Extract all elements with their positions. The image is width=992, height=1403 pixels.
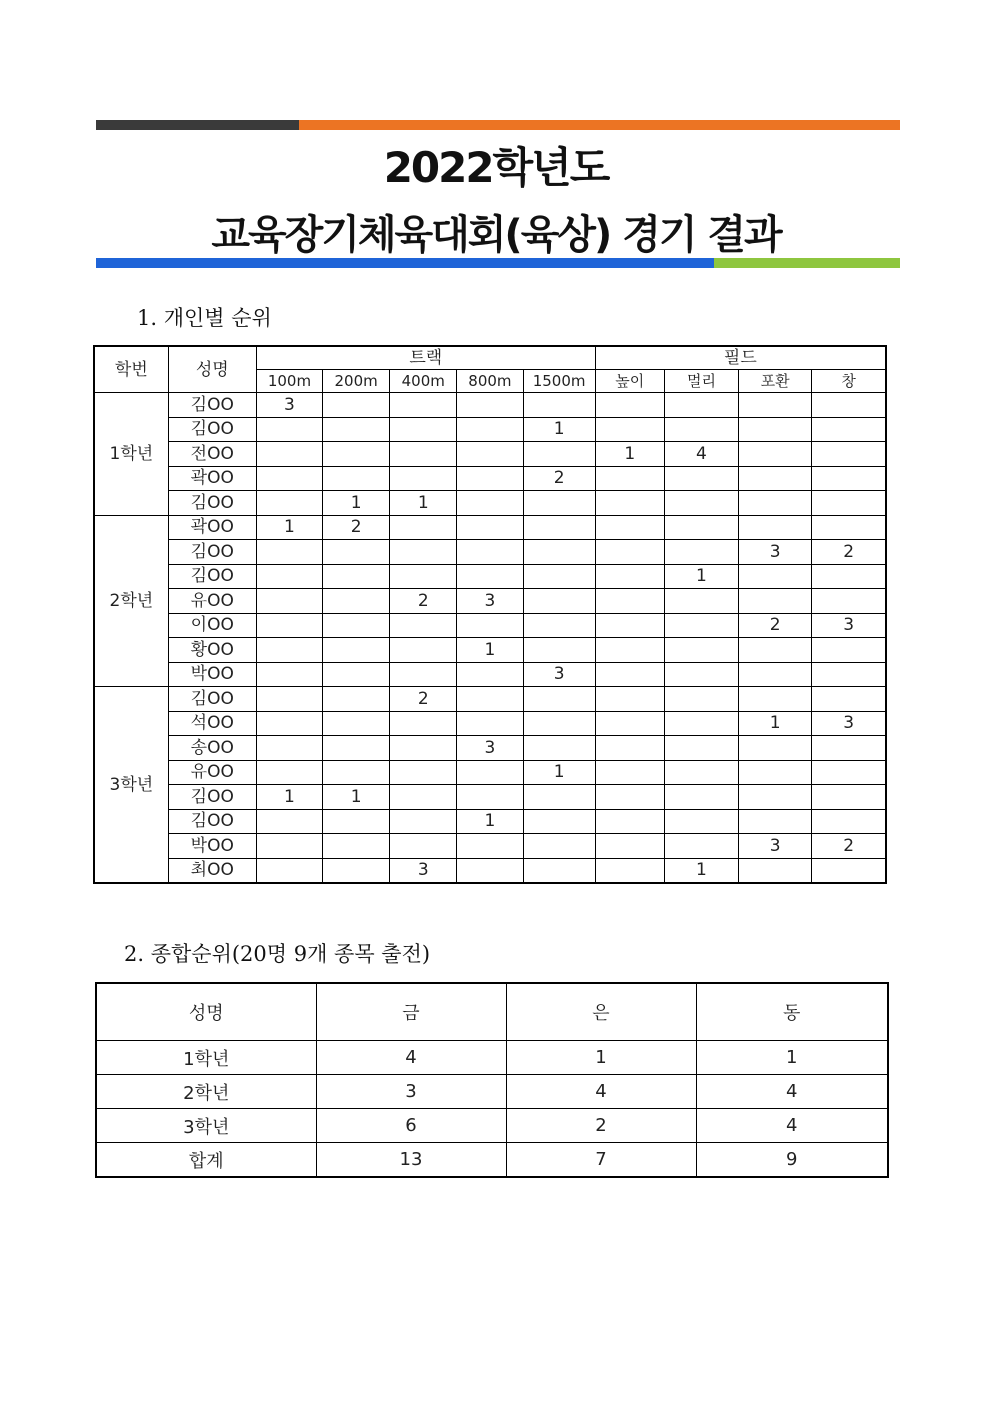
header-student-no: 학번 xyxy=(94,346,168,393)
rank-cell xyxy=(812,393,886,418)
rank-cell xyxy=(457,687,523,712)
rank-cell xyxy=(323,638,390,663)
rank-cell: 1 xyxy=(457,638,523,663)
rank-cell xyxy=(664,540,738,565)
rank-cell xyxy=(390,540,457,565)
rank-cell xyxy=(256,638,322,663)
rank-cell xyxy=(457,515,523,540)
rank-cell xyxy=(323,564,390,589)
table-row xyxy=(94,834,886,859)
rank-cell xyxy=(256,736,322,761)
table-row xyxy=(94,442,886,467)
header-event: 200m xyxy=(323,370,390,393)
rank-cell xyxy=(390,442,457,467)
section1-heading: 1. 개인별 순위 xyxy=(137,306,272,330)
rank-cell xyxy=(739,417,812,442)
rank-cell xyxy=(739,515,812,540)
header-event: 멀리 xyxy=(664,370,738,393)
rank-cell xyxy=(323,589,390,614)
rank-cell xyxy=(812,466,886,491)
medal-count: 7 xyxy=(506,1143,696,1178)
rank-cell xyxy=(812,760,886,785)
medal-count: 2 xyxy=(506,1109,696,1143)
rank-cell xyxy=(595,858,664,883)
table-row xyxy=(94,540,886,565)
student-name: 전OO xyxy=(168,442,256,467)
rank-cell xyxy=(595,564,664,589)
rank-cell xyxy=(256,834,322,859)
rank-cell: 3 xyxy=(256,393,322,418)
rank-cell xyxy=(595,515,664,540)
rank-cell xyxy=(595,589,664,614)
table-row xyxy=(96,1041,888,1075)
rank-cell xyxy=(664,491,738,516)
rank-cell: 3 xyxy=(812,711,886,736)
rank-cell: 1 xyxy=(390,491,457,516)
rank-cell xyxy=(595,417,664,442)
student-name: 석OO xyxy=(168,711,256,736)
rank-cell xyxy=(390,613,457,638)
header-name: 성명 xyxy=(168,346,256,393)
student-name: 김OO xyxy=(168,393,256,418)
rank-cell: 1 xyxy=(664,858,738,883)
row-label: 3학년 xyxy=(96,1109,316,1143)
table-row xyxy=(94,393,886,418)
rank-cell xyxy=(664,662,738,687)
rank-cell xyxy=(523,613,595,638)
medal-count: 4 xyxy=(696,1075,888,1109)
rank-cell: 1 xyxy=(595,442,664,467)
rank-cell: 1 xyxy=(664,564,738,589)
student-name: 유OO xyxy=(168,760,256,785)
rank-cell xyxy=(739,662,812,687)
rank-cell xyxy=(523,564,595,589)
header-bar-dark xyxy=(96,120,299,130)
rank-cell xyxy=(595,736,664,761)
rank-cell xyxy=(323,662,390,687)
medal-count: 6 xyxy=(316,1109,506,1143)
rank-cell xyxy=(664,613,738,638)
rank-cell xyxy=(323,417,390,442)
rank-cell xyxy=(739,760,812,785)
medal-count: 4 xyxy=(316,1041,506,1075)
rank-cell xyxy=(256,760,322,785)
rank-cell xyxy=(739,638,812,663)
rank-cell xyxy=(323,540,390,565)
rank-cell xyxy=(457,858,523,883)
rank-cell xyxy=(812,687,886,712)
rank-cell xyxy=(595,613,664,638)
rank-cell xyxy=(739,736,812,761)
rank-cell: 3 xyxy=(390,858,457,883)
rank-cell xyxy=(256,858,322,883)
header-bar-orange xyxy=(299,120,900,130)
student-name: 김OO xyxy=(168,540,256,565)
overall-ranking-table xyxy=(95,982,889,1178)
rank-cell: 1 xyxy=(457,809,523,834)
rank-cell xyxy=(256,809,322,834)
rank-cell xyxy=(323,736,390,761)
rank-cell xyxy=(457,393,523,418)
rank-cell xyxy=(739,809,812,834)
student-name: 김OO xyxy=(168,785,256,810)
rank-cell xyxy=(595,760,664,785)
rank-cell xyxy=(595,540,664,565)
student-name: 김OO xyxy=(168,491,256,516)
rank-cell xyxy=(323,442,390,467)
student-name: 김OO xyxy=(168,564,256,589)
rank-cell xyxy=(739,466,812,491)
rank-cell xyxy=(323,834,390,859)
rank-cell: 2 xyxy=(739,613,812,638)
header-bar-blue xyxy=(96,258,714,268)
rank-cell xyxy=(595,662,664,687)
header-event: 800m xyxy=(457,370,523,393)
table-row xyxy=(94,858,886,883)
rank-cell xyxy=(523,858,595,883)
table-row xyxy=(94,564,886,589)
individual-ranking-table xyxy=(93,345,887,884)
rank-cell xyxy=(457,613,523,638)
rank-cell xyxy=(812,491,886,516)
rank-cell: 1 xyxy=(256,785,322,810)
student-name: 이OO xyxy=(168,613,256,638)
rank-cell xyxy=(523,834,595,859)
rank-cell: 4 xyxy=(664,442,738,467)
table-row xyxy=(94,760,886,785)
rank-cell xyxy=(812,442,886,467)
student-name: 김OO xyxy=(168,417,256,442)
table-row xyxy=(96,1075,888,1109)
rank-cell xyxy=(390,564,457,589)
table-row xyxy=(94,515,886,540)
rank-cell xyxy=(664,834,738,859)
rank-cell xyxy=(323,466,390,491)
student-name: 박OO xyxy=(168,834,256,859)
header-event: 포환 xyxy=(739,370,812,393)
rank-cell xyxy=(256,589,322,614)
rank-cell: 1 xyxy=(256,515,322,540)
student-name: 김OO xyxy=(168,687,256,712)
rank-cell xyxy=(664,760,738,785)
rank-cell xyxy=(323,711,390,736)
rank-cell xyxy=(256,442,322,467)
table-row xyxy=(94,785,886,810)
rank-cell: 3 xyxy=(739,540,812,565)
table-row xyxy=(94,687,886,712)
header-bronze: 동 xyxy=(696,983,888,1041)
table-row xyxy=(94,466,886,491)
rank-cell xyxy=(457,785,523,810)
rank-cell xyxy=(323,393,390,418)
table-row xyxy=(94,809,886,834)
rank-cell xyxy=(812,589,886,614)
header-event: 100m xyxy=(256,370,322,393)
rank-cell xyxy=(457,540,523,565)
rank-cell xyxy=(739,442,812,467)
table-row xyxy=(94,638,886,663)
student-name: 김OO xyxy=(168,809,256,834)
rank-cell xyxy=(595,393,664,418)
rank-cell xyxy=(390,638,457,663)
section2-heading: 2. 종합순위(20명 9개 종목 출전) xyxy=(124,942,431,966)
rank-cell xyxy=(812,638,886,663)
medal-count: 3 xyxy=(316,1075,506,1109)
rank-cell xyxy=(595,638,664,663)
header-event: 400m xyxy=(390,370,457,393)
rank-cell xyxy=(812,662,886,687)
table-row xyxy=(94,589,886,614)
rank-cell: 3 xyxy=(739,834,812,859)
rank-cell xyxy=(390,393,457,418)
rank-cell xyxy=(664,809,738,834)
header-event: 높이 xyxy=(595,370,664,393)
rank-cell xyxy=(739,393,812,418)
rank-cell xyxy=(256,417,322,442)
rank-cell xyxy=(457,711,523,736)
rank-cell xyxy=(523,687,595,712)
rank-cell xyxy=(457,760,523,785)
rank-cell xyxy=(664,417,738,442)
rank-cell xyxy=(595,491,664,516)
rank-cell xyxy=(664,736,738,761)
rank-cell xyxy=(457,662,523,687)
rank-cell xyxy=(595,834,664,859)
rank-cell xyxy=(664,466,738,491)
student-name: 최OO xyxy=(168,858,256,883)
rank-cell xyxy=(256,491,322,516)
table-row xyxy=(96,1109,888,1143)
rank-cell xyxy=(323,687,390,712)
header-event: 창 xyxy=(812,370,886,393)
rank-cell xyxy=(739,589,812,614)
rank-cell: 2 xyxy=(523,466,595,491)
medal-count: 4 xyxy=(506,1075,696,1109)
rank-cell xyxy=(323,613,390,638)
header-field: 필드 xyxy=(595,346,886,370)
rank-cell xyxy=(523,638,595,663)
rank-cell xyxy=(390,809,457,834)
rank-cell xyxy=(323,809,390,834)
table-row xyxy=(96,1143,888,1178)
header-gold: 금 xyxy=(316,983,506,1041)
rank-cell xyxy=(457,564,523,589)
rank-cell xyxy=(457,417,523,442)
rank-cell xyxy=(256,662,322,687)
rank-cell xyxy=(664,515,738,540)
rank-cell: 2 xyxy=(812,540,886,565)
rank-cell xyxy=(664,687,738,712)
rank-cell xyxy=(739,491,812,516)
student-name: 곽OO xyxy=(168,466,256,491)
title-line-1: 2022학년도 xyxy=(383,143,609,192)
rank-cell xyxy=(812,515,886,540)
rank-cell xyxy=(323,858,390,883)
table-row xyxy=(94,711,886,736)
row-label: 1학년 xyxy=(96,1041,316,1075)
rank-cell xyxy=(390,834,457,859)
rank-cell xyxy=(390,466,457,491)
rank-cell: 1 xyxy=(523,417,595,442)
rank-cell xyxy=(256,540,322,565)
rank-cell xyxy=(664,589,738,614)
grade-cell: 2학년 xyxy=(94,515,168,687)
rank-cell xyxy=(457,466,523,491)
rank-cell xyxy=(523,515,595,540)
rank-cell xyxy=(595,687,664,712)
rank-cell xyxy=(812,858,886,883)
rank-cell xyxy=(323,760,390,785)
medal-count: 1 xyxy=(696,1041,888,1075)
header-name: 성명 xyxy=(96,983,316,1041)
student-name: 박OO xyxy=(168,662,256,687)
rank-cell xyxy=(664,711,738,736)
rank-cell xyxy=(595,466,664,491)
rank-cell xyxy=(595,711,664,736)
table-row xyxy=(94,736,886,761)
header-event: 1500m xyxy=(523,370,595,393)
rank-cell xyxy=(739,858,812,883)
rank-cell: 1 xyxy=(523,760,595,785)
rank-cell xyxy=(523,589,595,614)
rank-cell xyxy=(523,736,595,761)
rank-cell xyxy=(523,785,595,810)
rank-cell xyxy=(812,564,886,589)
rank-cell xyxy=(595,785,664,810)
student-name: 황OO xyxy=(168,638,256,663)
table-row xyxy=(94,662,886,687)
rank-cell: 3 xyxy=(457,589,523,614)
student-name: 송OO xyxy=(168,736,256,761)
rank-cell: 3 xyxy=(457,736,523,761)
rank-cell xyxy=(739,687,812,712)
rank-cell xyxy=(739,564,812,589)
medal-count: 13 xyxy=(316,1143,506,1178)
rank-cell xyxy=(390,417,457,442)
rank-cell xyxy=(812,736,886,761)
rank-cell xyxy=(523,491,595,516)
medal-count: 1 xyxy=(506,1041,696,1075)
rank-cell: 2 xyxy=(390,687,457,712)
rank-cell xyxy=(256,613,322,638)
medal-count: 9 xyxy=(696,1143,888,1178)
rank-cell xyxy=(390,515,457,540)
title-line-2: 교육장기체육대회(육상) 경기 결과 xyxy=(211,212,781,258)
rank-cell xyxy=(739,785,812,810)
rank-cell xyxy=(523,809,595,834)
header-bar-green xyxy=(714,258,900,268)
rank-cell xyxy=(812,417,886,442)
row-label: 합계 xyxy=(96,1143,316,1178)
rank-cell xyxy=(390,662,457,687)
student-name: 유OO xyxy=(168,589,256,614)
rank-cell xyxy=(664,785,738,810)
rank-cell xyxy=(595,809,664,834)
grade-cell: 3학년 xyxy=(94,687,168,884)
rank-cell xyxy=(256,711,322,736)
header-silver: 은 xyxy=(506,983,696,1041)
rank-cell xyxy=(256,687,322,712)
rank-cell xyxy=(457,442,523,467)
rank-cell: 3 xyxy=(523,662,595,687)
rank-cell xyxy=(390,736,457,761)
header-track: 트랙 xyxy=(256,346,595,370)
rank-cell xyxy=(664,638,738,663)
rank-cell xyxy=(390,785,457,810)
table-row xyxy=(94,491,886,516)
rank-cell xyxy=(256,466,322,491)
rank-cell xyxy=(523,711,595,736)
rank-cell: 2 xyxy=(390,589,457,614)
table-row xyxy=(94,417,886,442)
rank-cell xyxy=(523,393,595,418)
grade-cell: 1학년 xyxy=(94,393,168,516)
row-label: 2학년 xyxy=(96,1075,316,1109)
student-name: 곽OO xyxy=(168,515,256,540)
rank-cell: 1 xyxy=(323,491,390,516)
rank-cell: 2 xyxy=(323,515,390,540)
rank-cell xyxy=(390,760,457,785)
rank-cell xyxy=(664,393,738,418)
rank-cell xyxy=(523,540,595,565)
rank-cell: 1 xyxy=(323,785,390,810)
rank-cell xyxy=(457,834,523,859)
rank-cell xyxy=(390,711,457,736)
medal-count: 4 xyxy=(696,1109,888,1143)
rank-cell xyxy=(457,491,523,516)
rank-cell xyxy=(812,785,886,810)
rank-cell: 2 xyxy=(812,834,886,859)
table-row xyxy=(94,613,886,638)
rank-cell: 1 xyxy=(739,711,812,736)
rank-cell xyxy=(812,809,886,834)
rank-cell xyxy=(523,442,595,467)
rank-cell: 3 xyxy=(812,613,886,638)
rank-cell xyxy=(256,564,322,589)
